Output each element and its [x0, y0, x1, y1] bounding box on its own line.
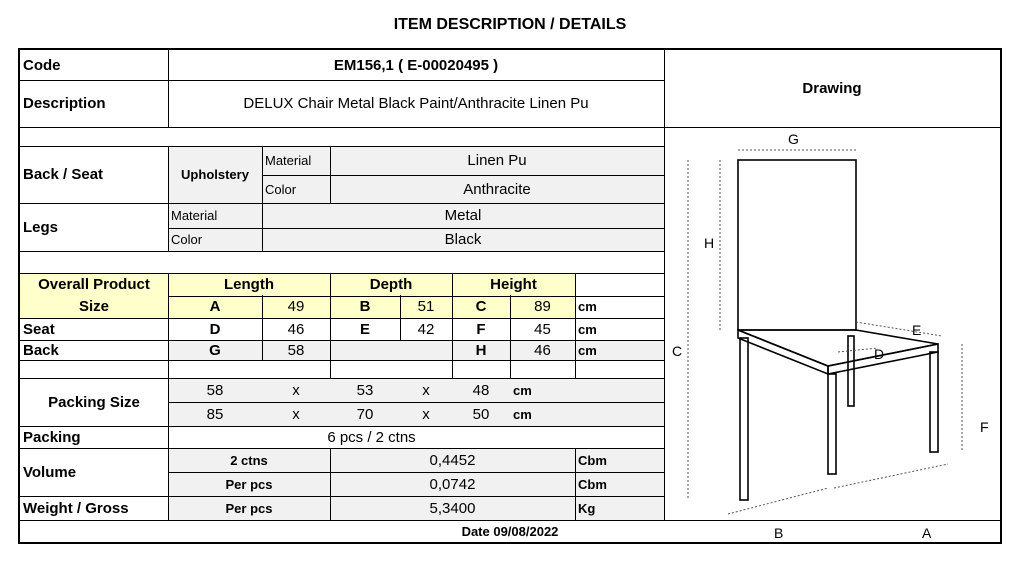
description-value: DELUX Chair Metal Black Paint/Anthracite Linen Pu [243, 95, 589, 112]
legs-material-label: Material [171, 208, 218, 223]
back-seat-color-label: Color [265, 181, 297, 197]
drawing-letter-b: B [774, 525, 784, 541]
code-value: EM156,1 ( E-00020495 ) [333, 56, 499, 74]
date-footer: Date 09/08/2022 [461, 523, 559, 539]
legs-material-value: Metal [444, 207, 482, 224]
volume-row-label: Per pcs [225, 476, 273, 492]
packing-x: x [422, 405, 430, 423]
dim-value: 42 [417, 320, 435, 338]
chair-leg [848, 336, 854, 406]
dim-value: 51 [417, 298, 435, 315]
page-title: ITEM DESCRIPTION / DETAILS [393, 16, 627, 33]
dim-unit: cm [578, 321, 597, 337]
chair-drawing [668, 130, 1002, 541]
length-header: Length [224, 275, 274, 293]
drawing-letter-f: F [980, 419, 989, 435]
packing-size-label: Packing Size [48, 393, 140, 411]
chair-seat [738, 330, 938, 366]
drawing-letter-h: H [704, 235, 715, 251]
upholstery-label: Upholstery [181, 167, 249, 182]
drawing-letter-d: D [874, 346, 885, 362]
packing-label: Packing [23, 428, 81, 446]
dim-value: 49 [287, 298, 305, 315]
packing-value: 6 pcs / 2 ctns [327, 428, 416, 446]
packing-dim: 48 [472, 381, 490, 399]
packing-dim: 58 [206, 381, 224, 399]
drawing-letter-a: A [922, 525, 932, 541]
dim-key: A [209, 298, 221, 315]
volume-unit: Cbm [578, 452, 607, 468]
chair-leg [740, 338, 748, 500]
dim-value: 46 [534, 341, 551, 359]
packing-unit: cm [513, 406, 532, 422]
item-details-sheet [18, 48, 1002, 544]
dim-key: E [359, 320, 370, 338]
weight-sub-label: Per pcs [225, 500, 273, 516]
dim-key: B [359, 298, 371, 315]
seat-label: Seat [23, 320, 55, 338]
drawing-label: Drawing [802, 80, 862, 97]
overall-size-label-2: Size [78, 298, 109, 315]
dim-key: H [475, 341, 487, 359]
volume-row-value: 0,4452 [429, 451, 476, 469]
dim-unit: cm [578, 299, 597, 314]
volume-unit: Cbm [578, 476, 607, 492]
depth-header: Depth [369, 275, 413, 293]
height-header: Height [490, 275, 537, 293]
back-seat-material-label: Material [265, 153, 312, 168]
packing-dim: 50 [472, 405, 490, 423]
weight-label: Weight / Gross [23, 499, 129, 517]
packing-unit: cm [513, 382, 532, 398]
legs-label: Legs [23, 218, 59, 236]
back-label: Back [23, 341, 59, 359]
back-seat-color-value: Anthracite [463, 180, 531, 198]
dim-unit: cm [578, 342, 597, 358]
volume-row-value: 0,0742 [429, 475, 476, 493]
packing-dim: 70 [356, 405, 374, 423]
code-label: Code [23, 56, 61, 74]
dim-key: C [475, 298, 487, 315]
back-seat-material-value: Linen Pu [467, 152, 527, 169]
drawing-letter-c: C [672, 343, 683, 359]
packing-x: x [292, 381, 300, 399]
drawing-letter-e: E [912, 322, 922, 338]
weight-unit: Kg [578, 500, 596, 516]
overall-size-label-1: Overall Product [38, 275, 150, 293]
dim-value: 45 [534, 320, 551, 338]
volume-label: Volume [23, 463, 77, 481]
packing-x: x [292, 405, 300, 423]
legs-color-label: Color [171, 232, 203, 247]
dim-key: F [476, 320, 486, 338]
packing-x: x [422, 381, 430, 399]
volume-row-label: 2 ctns [230, 452, 268, 468]
chair-backrest [738, 160, 856, 330]
dim-value: 46 [287, 320, 305, 338]
dim-key: G [209, 341, 221, 359]
back-seat-label: Back / Seat [23, 166, 104, 183]
legs-color-value: Black [444, 231, 482, 248]
chair-leg [828, 374, 836, 474]
chair-leg [930, 352, 938, 452]
dim-value: 89 [534, 298, 551, 315]
drawing-letter-g: G [788, 131, 799, 147]
dim-key: D [209, 320, 221, 338]
packing-dim: 85 [206, 405, 224, 423]
description-label: Description [23, 95, 106, 112]
dim-value: 58 [287, 341, 305, 359]
weight-value: 5,3400 [429, 499, 476, 517]
packing-dim: 53 [356, 381, 374, 399]
